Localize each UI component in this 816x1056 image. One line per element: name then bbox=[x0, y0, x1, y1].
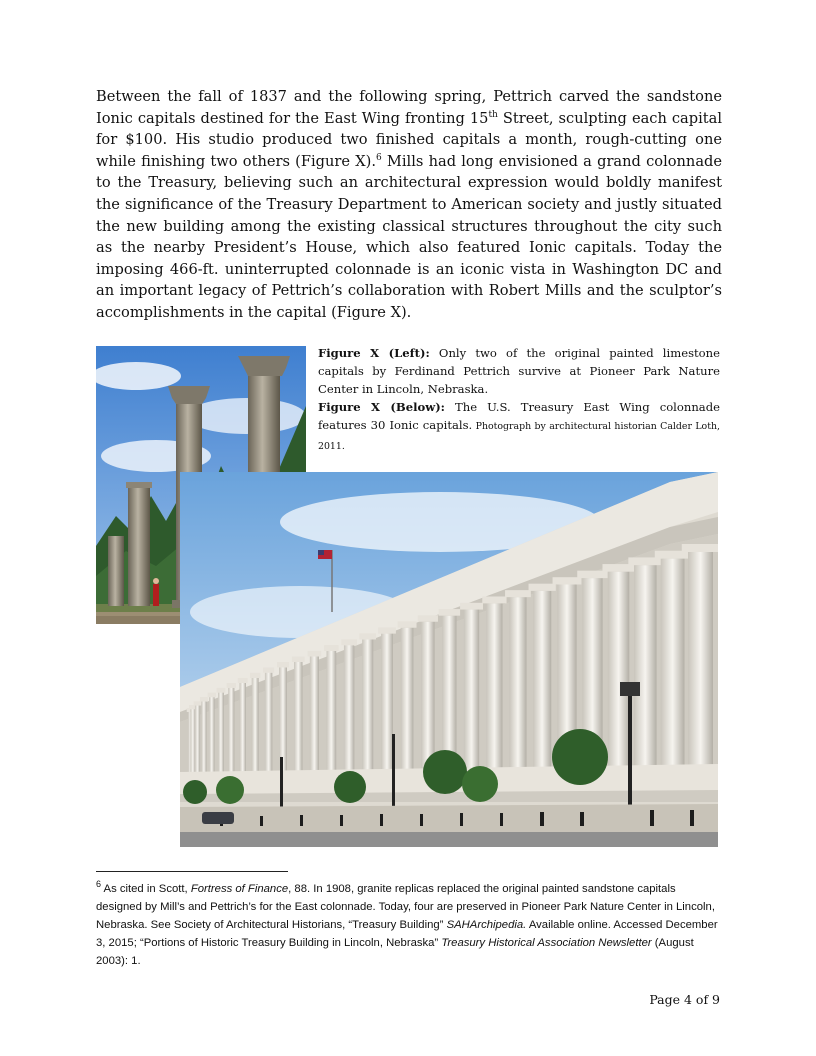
ionic-capital bbox=[418, 615, 438, 621]
colonnade-column bbox=[381, 634, 393, 770]
colonnade-column bbox=[442, 616, 456, 769]
ionic-capital bbox=[292, 656, 305, 662]
footnote-6: $^6$ As cited in Scott, Fortress of Finance, 88. In 1908, granite replicas replaced the original painted sandstone capitals designed by Mill’s and Pettrich’s for the East colonnade. Today, four are preserved in Pioneer Park Nature Center in Lincoln, Nebraska. See Society of Architectural Historians, “Treasury Building” SAHArchipedia. Available online. Accessed December 3, 2015; “Portions of Historic Treasury Building in Lincoln, Nebraska” Treasury Historical Association Newsletter (August 2003): 1. bbox=[96, 879, 718, 967]
ionic-capital bbox=[577, 571, 607, 578]
colonnade-column bbox=[509, 597, 526, 768]
colonnade-column bbox=[190, 709, 195, 774]
ionic-capital bbox=[529, 584, 556, 591]
ionic-capital bbox=[308, 651, 322, 657]
colonnade-column bbox=[533, 591, 551, 768]
colonnade-column bbox=[464, 610, 479, 769]
photo-treasury-colonnade bbox=[180, 472, 718, 847]
photo-credit: Photograph by architectural historian Calder Loth, 2011. bbox=[318, 421, 720, 452]
ionic-capital bbox=[208, 693, 216, 698]
ionic-capital bbox=[277, 662, 289, 667]
colonnade-column bbox=[252, 678, 259, 772]
ionic-capital bbox=[460, 603, 483, 610]
ionic-capital bbox=[602, 564, 634, 572]
ionic-capital bbox=[263, 667, 274, 672]
ionic-capital bbox=[482, 596, 506, 603]
ionic-capital bbox=[217, 688, 226, 693]
colonnade-column bbox=[201, 701, 206, 773]
colonnade-column bbox=[421, 622, 434, 769]
ionic-capital bbox=[439, 609, 461, 616]
body-paragraph: Between the fall of 1837 and the following spring, Pettrich carved the sandstone Ionic capitals destined for the East Wing fronting 15th Street, sculpting each capital for $100. His studio produced two finished capitals a month, rough-cutting one while finishing two others (Figure X).$^6$ Mills had long envisioned a grand colonnade to the Treasury, believing such an architectural expression would boldly manifest the significance of the Treasury Department to American society and justly situated the new building among the existing classical structures throughout the city such as the nearby President’s House, which also featured Ionic capitals. Today the imposing 466-ft. uninterrupted colonnade is an iconic vista in Washington DC and an important legacy of Pettrich’s collaboration with Robert Mills and the sculptor’s accomplishments in the capital (Figure X). bbox=[96, 88, 723, 321]
colonnade-column bbox=[362, 639, 373, 769]
ionic-capital bbox=[682, 544, 718, 552]
colonnade-column bbox=[608, 572, 629, 767]
page-number: Page 4 of 9 bbox=[649, 992, 720, 1007]
colonnade-column bbox=[326, 651, 336, 771]
colonnade-column bbox=[239, 683, 246, 772]
colonnade-column bbox=[294, 662, 302, 771]
ionic-capital bbox=[250, 673, 260, 678]
colonnade-column bbox=[661, 559, 685, 767]
ionic-capital bbox=[553, 577, 582, 584]
ionic-capital bbox=[398, 621, 417, 627]
ionic-capital bbox=[200, 697, 208, 701]
footnote-rule bbox=[96, 871, 288, 872]
ionic-capital bbox=[227, 683, 236, 688]
colonnade-column bbox=[486, 603, 502, 768]
colonnade-column bbox=[634, 565, 657, 766]
ionic-capital bbox=[238, 678, 248, 683]
colonnade-column bbox=[195, 706, 200, 774]
colonnade-column bbox=[688, 552, 713, 766]
colonnade-column bbox=[218, 693, 224, 773]
ionic-capital bbox=[324, 645, 339, 651]
colonnade-column bbox=[279, 667, 287, 771]
ionic-capital bbox=[341, 639, 357, 645]
colonnade-column bbox=[228, 688, 234, 773]
ionic-capital bbox=[194, 701, 202, 705]
colonnade-column bbox=[344, 645, 354, 770]
ionic-capital bbox=[505, 590, 531, 597]
colonnade-column bbox=[401, 628, 414, 770]
colonnade-column bbox=[209, 697, 215, 773]
colonnade-column bbox=[310, 657, 319, 771]
ionic-capital bbox=[359, 633, 376, 639]
figure-caption: Figure X (Left): Only two of the original painted limestone capitals by Ferdinand Pettrich survive at Pioneer Park Nature Center in Lincoln, Nebraska. Figure X (Below): The U.S. Treasury East Wing colonnade features 30 Ionic capitals. Photograph by architectural historian Calder Loth, 2011. bbox=[318, 346, 720, 452]
ionic-capital bbox=[378, 627, 396, 633]
colonnade-column bbox=[265, 673, 272, 772]
